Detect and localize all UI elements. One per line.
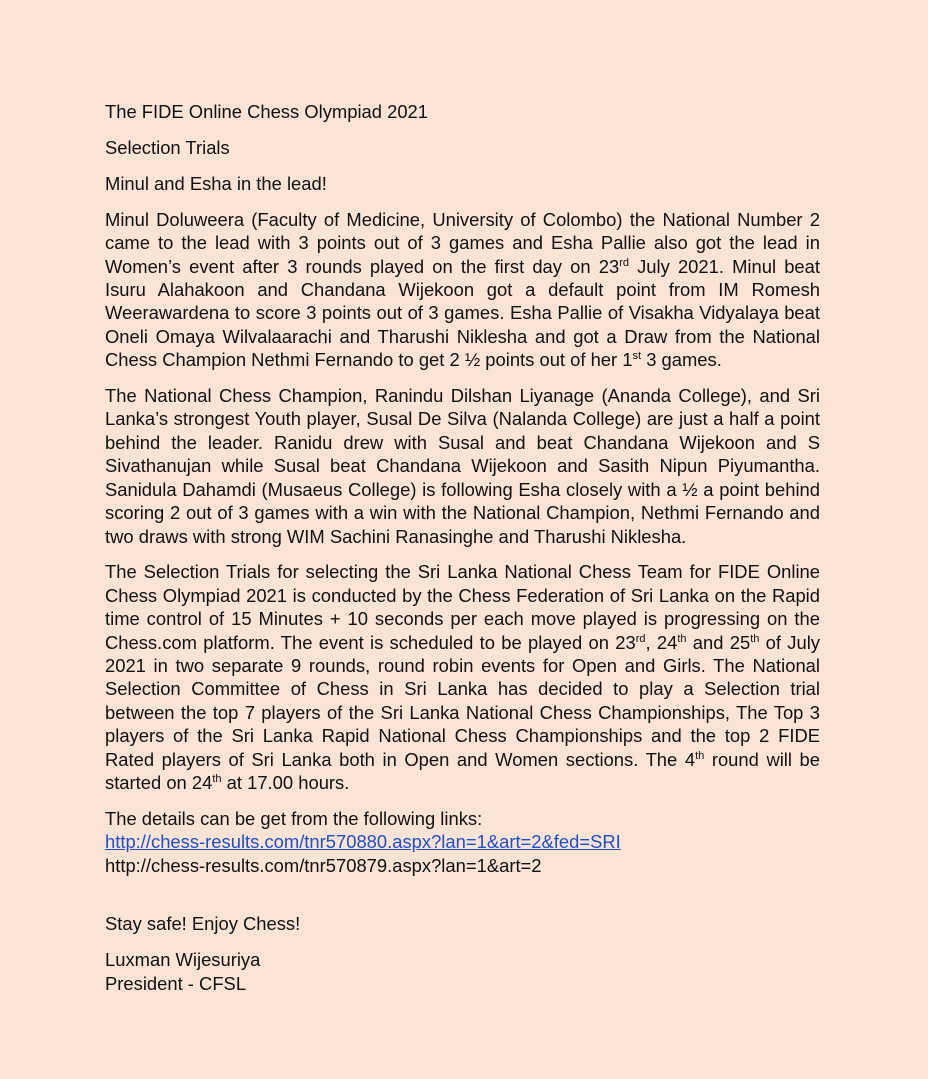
- p3-sup-1: rd: [635, 632, 646, 645]
- results-link-open[interactable]: http://chess-results.com/tnr570880.aspx?lan=1&art=2&fed=SRI: [105, 831, 621, 853]
- closing-line: Stay safe! Enjoy Chess!: [105, 913, 301, 935]
- p1-text-2: July 2021. Minul beat Isuru Alahakoon and Chandana Wijekoon got a default point from IM Romesh Weerawardena to score 3 points out of 3 games. Esha Pallie of Visakha Vidyalaya beat Oneli Omaya Wilvalaarachi and Tharushi Niklesha and got a Draw from the National Chess Champion Nethmi Fernando to get 2 ½ points out of her 1: [105, 255, 820, 371]
- links-intro: The details can be get from the following links:: [105, 807, 483, 829]
- p3-text-2: , 24: [645, 631, 678, 653]
- p3-sup-3: th: [750, 632, 760, 645]
- signature-title: President - CFSL: [105, 972, 247, 994]
- p3-sup-5: th: [212, 773, 222, 786]
- p3-text-1: The Selection Trials for selecting the Sri Lanka National Chess Team for FIDE Online Chess Olympiad 2021 is conducted by the Chess Federation of Sri Lanka on the Rapid time control of 15 Minutes + 10 seconds per each move played is progressing on the Chess.com platform. The event is scheduled to be played on 23: [105, 561, 820, 653]
- p1-sup-2: st: [632, 350, 642, 363]
- p3-text-5: round will be started on 24: [105, 748, 820, 794]
- document-headline: Minul and Esha in the lead!: [105, 172, 327, 194]
- p3-text-4: of July 2021 in two separate 9 rounds, round robin events for Open and Girls. The National Selection Committee of Chess in Sri Lanka has decided to play a Selection trial between the top 7 players of the Sri Lanka National Chess Championships, The Top 3 players of the Sri Lanka Rapid National Chess Championships and the top 2 FIDE Rated players of Sri Lanka both in Open and Women sections. The 4: [105, 631, 821, 770]
- paragraph-leaders: [105, 208, 820, 372]
- p3-text-3: and 25: [686, 631, 751, 653]
- spacer: [105, 877, 820, 912]
- signature: [105, 948, 820, 995]
- paragraph-chasers: The National Chess Champion, Ranindu Dilshan Liyanage (Ananda College), and Sri Lanka’s strongest Youth player, Susal De Silva (Nalanda College) are just a half a point behind the leader. Ranidu drew with Susal and beat Chandana Wijekoon and S Sivathanujan while Susal beat Chandana Wijekoon and Sasith Nipun Piyumantha. Sanidula Dahamdi (Musaeus College) is following Esha closely with a ½ a point behind scoring 2 out of 3 games with a win with the National Champion, Nethmi Fernando and two draws with strong WIM Sachini Ranasinghe and Tharushi Niklesha.: [105, 385, 820, 547]
- links-section: [105, 807, 820, 877]
- document-subtitle: Selection Trials: [105, 136, 230, 158]
- p1-text-3: 3 games.: [641, 349, 722, 371]
- p3-sup-2: th: [677, 632, 687, 645]
- signature-name: Luxman Wijesuriya: [105, 949, 261, 971]
- p1-text-1: Minul Doluweera (Faculty of Medicine, University of Colombo) the National Number 2 came to the lead with 3 points out of 3 games and Esha Pallie also got the lead in Women’s event after 3 rounds played on the first day on 23: [105, 208, 820, 277]
- paragraph-event-details: [105, 560, 820, 794]
- article: [105, 100, 820, 1007]
- results-link-girls: http://chess-results.com/tnr570879.aspx?lan=1&art=2: [105, 854, 542, 876]
- document-title: The FIDE Online Chess Olympiad 2021: [105, 101, 429, 122]
- p3-sup-4: th: [695, 749, 705, 762]
- p3-text-6: at 17.00 hours.: [221, 772, 350, 794]
- p1-sup-1: rd: [619, 256, 629, 269]
